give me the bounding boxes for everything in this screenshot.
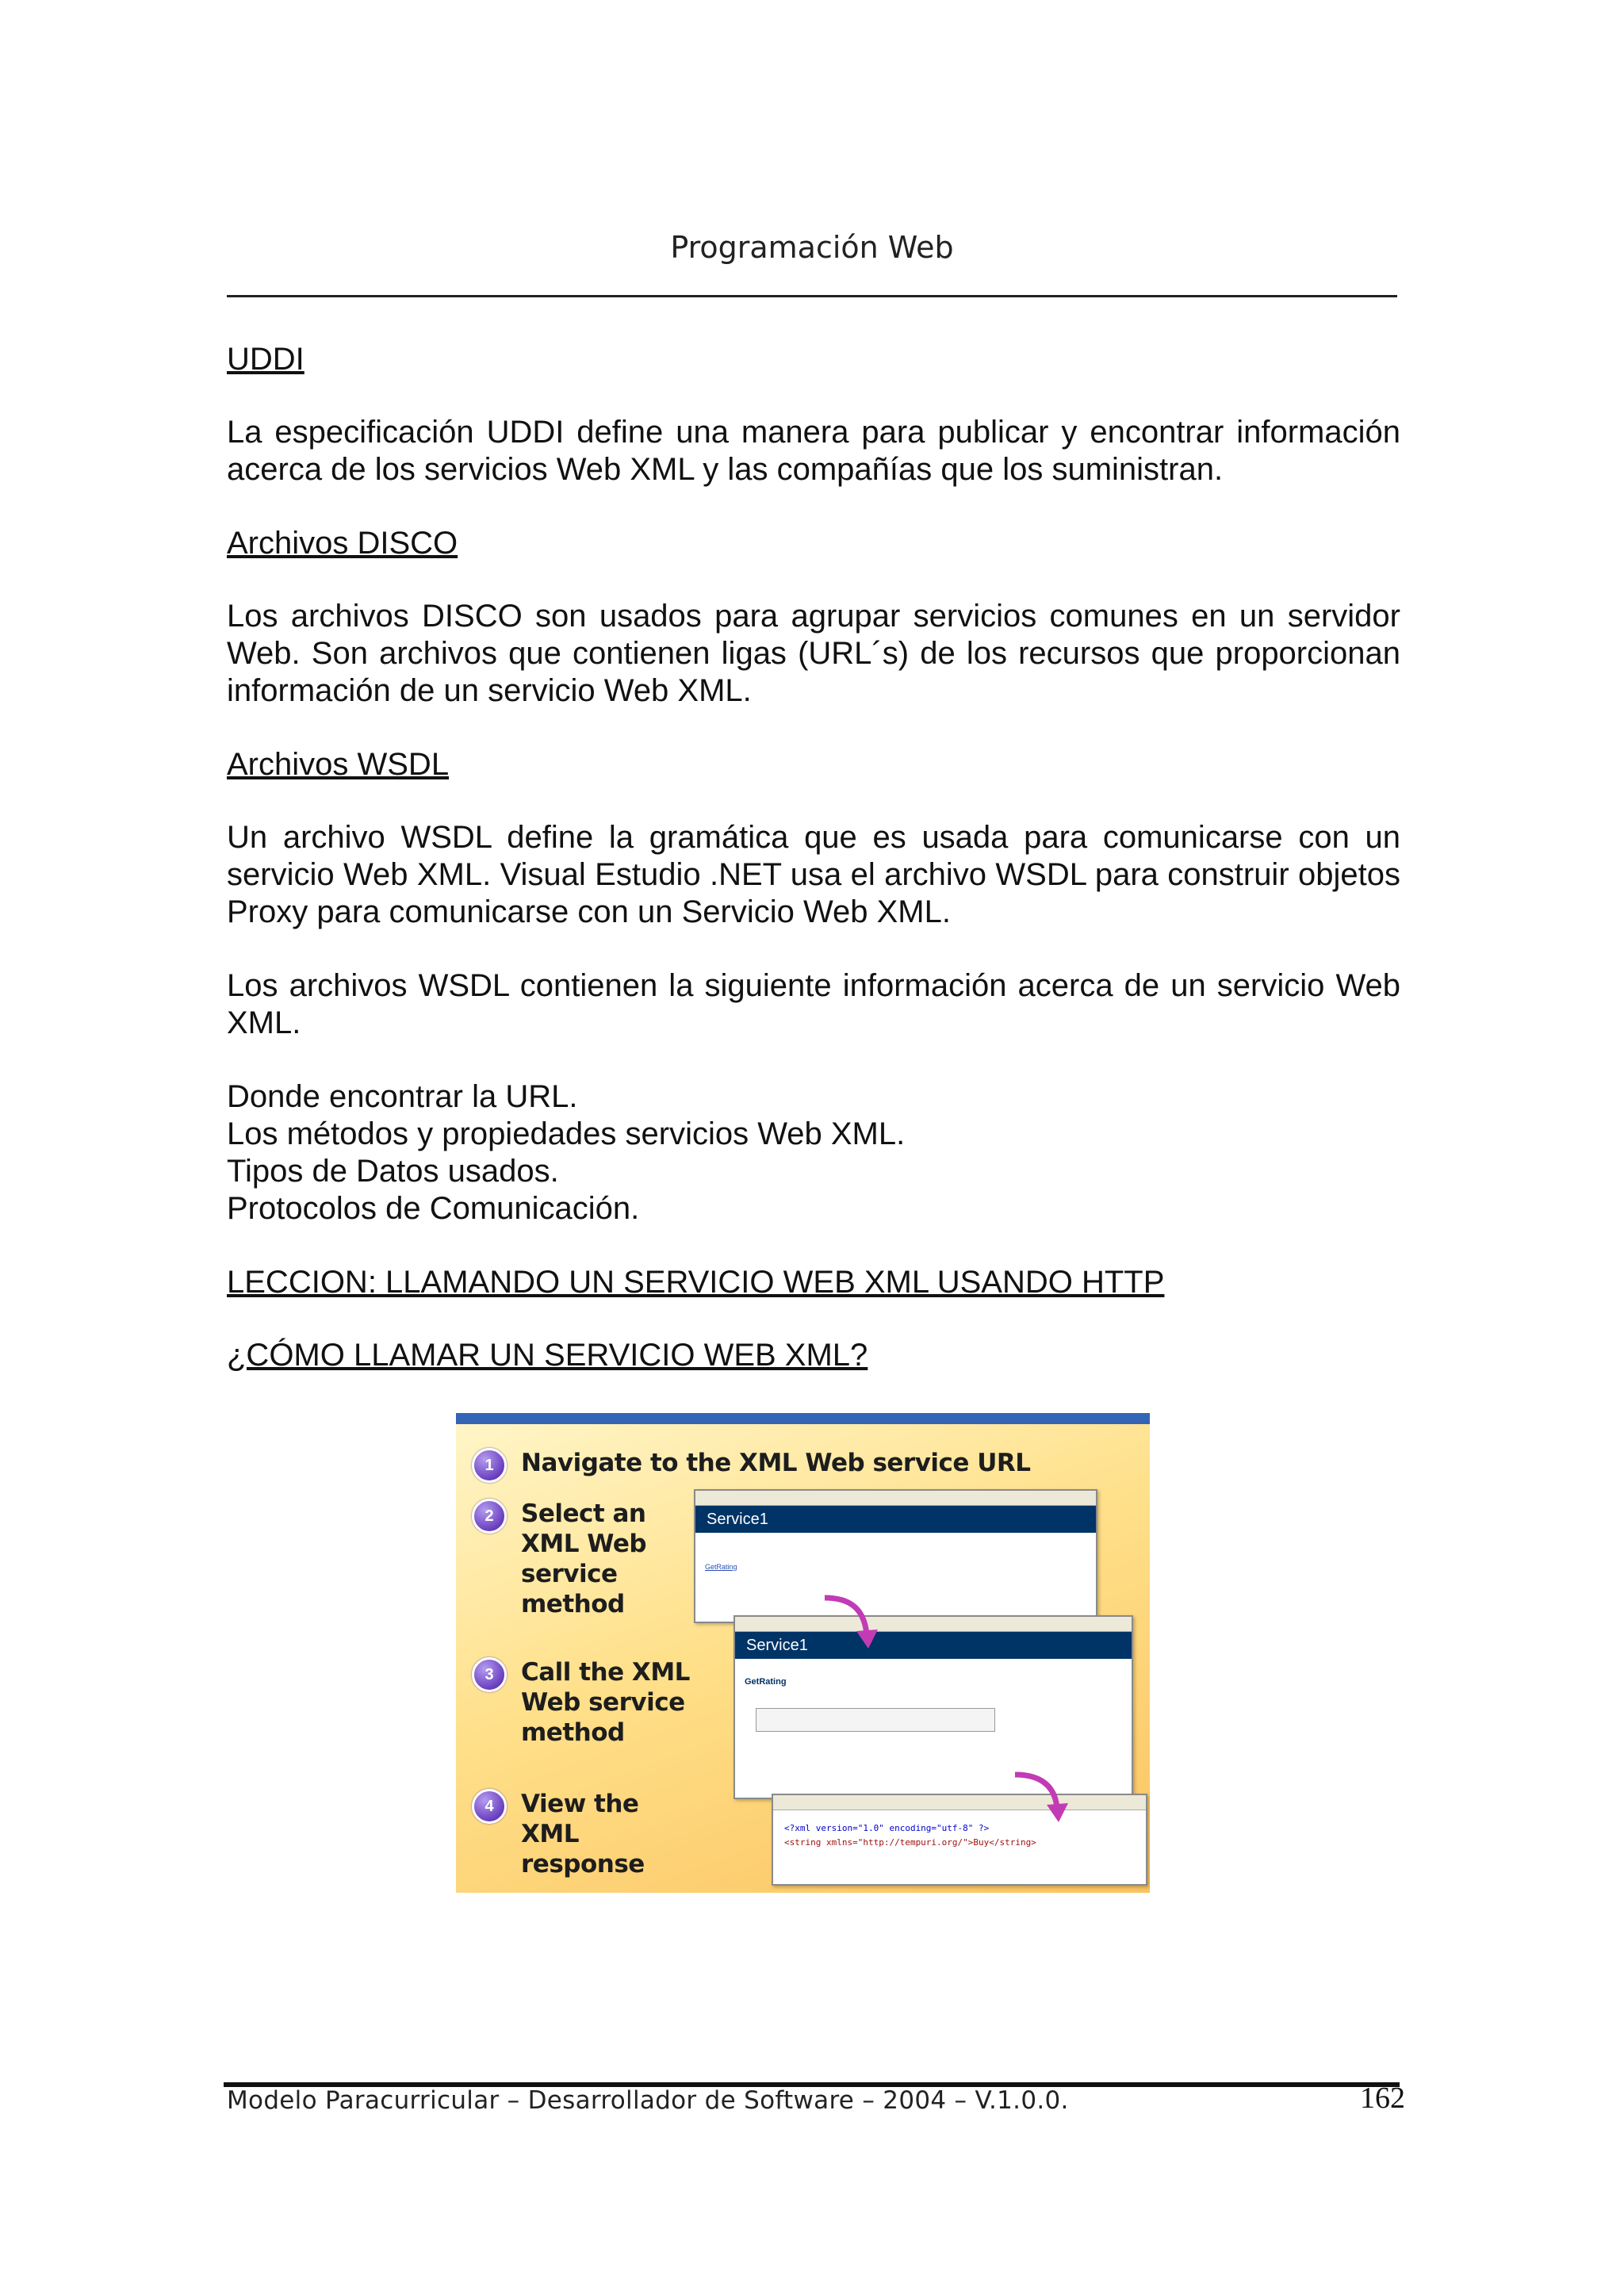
browser-window-response bbox=[772, 1794, 1147, 1886]
footer-text: Modelo Paracurricular – Desarrollador de Software – 2004 – V.1.0.0. bbox=[227, 2086, 1069, 2115]
parameter-table bbox=[756, 1708, 995, 1732]
step-number-badge: 1 bbox=[472, 1448, 507, 1483]
browser-window-service bbox=[694, 1489, 1097, 1623]
figure-top-bar bbox=[456, 1413, 1150, 1424]
step-label: View the XML response bbox=[521, 1790, 645, 1878]
paragraph-disco: Los archivos DISCO son usados para agrupar servicios comunes en un servidor Web. Son archivos que contienen ligas (URL´s) de los recursos que proporcionan información de un servicio Web XML. bbox=[227, 599, 1400, 708]
list-item: Protocolos de Comunicación. bbox=[227, 1191, 640, 1226]
xml-response: <string xmlns="http://tempuri.org/">Buy</string> bbox=[784, 1837, 1036, 1848]
step-label: Navigate to the XML Web service URL bbox=[521, 1449, 1031, 1477]
method-link: GetRating bbox=[705, 1563, 737, 1571]
wsdl-info-list bbox=[227, 1078, 1400, 1227]
address-bar bbox=[695, 1491, 1096, 1506]
method-name: GetRating bbox=[745, 1677, 787, 1687]
step-label: Select an XML Web service method bbox=[521, 1499, 647, 1618]
step-4 bbox=[472, 1789, 694, 1879]
address-bar bbox=[735, 1617, 1132, 1632]
placeholder-text bbox=[695, 1548, 1096, 1558]
flow-arrow-icon bbox=[1011, 1768, 1074, 1832]
paragraph-wsdl-2: Los archivos WSDL contienen la siguiente información acerca de un servicio Web XML. bbox=[227, 968, 1400, 1040]
running-header: Programación Web bbox=[670, 230, 954, 265]
window-title: Service1 bbox=[735, 1632, 1132, 1659]
step-label: Call the XML Web service method bbox=[521, 1658, 690, 1747]
step-number-badge: 3 bbox=[472, 1657, 507, 1692]
placeholder-text bbox=[735, 1687, 1132, 1697]
window-title: Service1 bbox=[695, 1506, 1096, 1533]
step-number-badge: 2 bbox=[472, 1499, 507, 1534]
list-item: Tipos de Datos usados. bbox=[227, 1154, 559, 1189]
address-bar bbox=[773, 1795, 1146, 1810]
step-number-badge: 4 bbox=[472, 1789, 507, 1824]
how-to-call-figure bbox=[456, 1413, 1150, 1893]
page-content bbox=[227, 341, 1400, 1410]
header-rule bbox=[227, 295, 1397, 297]
flow-arrow-icon bbox=[821, 1591, 884, 1655]
list-item: Los métodos y propiedades servicios Web XML. bbox=[227, 1116, 906, 1151]
placeholder-text bbox=[735, 1662, 1132, 1672]
step-3 bbox=[472, 1657, 726, 1748]
paragraph-wsdl-1: Un archivo WSDL define la gramática que es usada para comunicarse con un servicio Web XML. Visual Estudio .NET usa el archivo WSDL para construir objetos Proxy para comunicarse con un Servicio Web XML. bbox=[227, 820, 1400, 929]
xml-declaration: <?xml version="1.0" encoding="utf-8" ?> bbox=[784, 1823, 990, 1833]
heading-disco: Archivos DISCO bbox=[227, 526, 458, 561]
heading-how-to-call: ¿CÓMO LLAMAR UN SERVICIO WEB XML? bbox=[227, 1338, 868, 1373]
step-1 bbox=[472, 1448, 1138, 1483]
placeholder-text bbox=[695, 1538, 1096, 1548]
page-number: 162 bbox=[1360, 2081, 1405, 2115]
paragraph-uddi: La especificación UDDI define una manera para publicar y encontrar información acerca de los servicios Web XML y las compañías que los suministran. bbox=[227, 415, 1400, 487]
list-item: Donde encontrar la URL. bbox=[227, 1079, 578, 1114]
heading-lesson: LECCION: LLAMANDO UN SERVICIO WEB XML USANDO HTTP bbox=[227, 1265, 1165, 1300]
step-2 bbox=[472, 1499, 678, 1619]
heading-uddi: UDDI bbox=[227, 342, 304, 377]
heading-wsdl: Archivos WSDL bbox=[227, 747, 450, 782]
